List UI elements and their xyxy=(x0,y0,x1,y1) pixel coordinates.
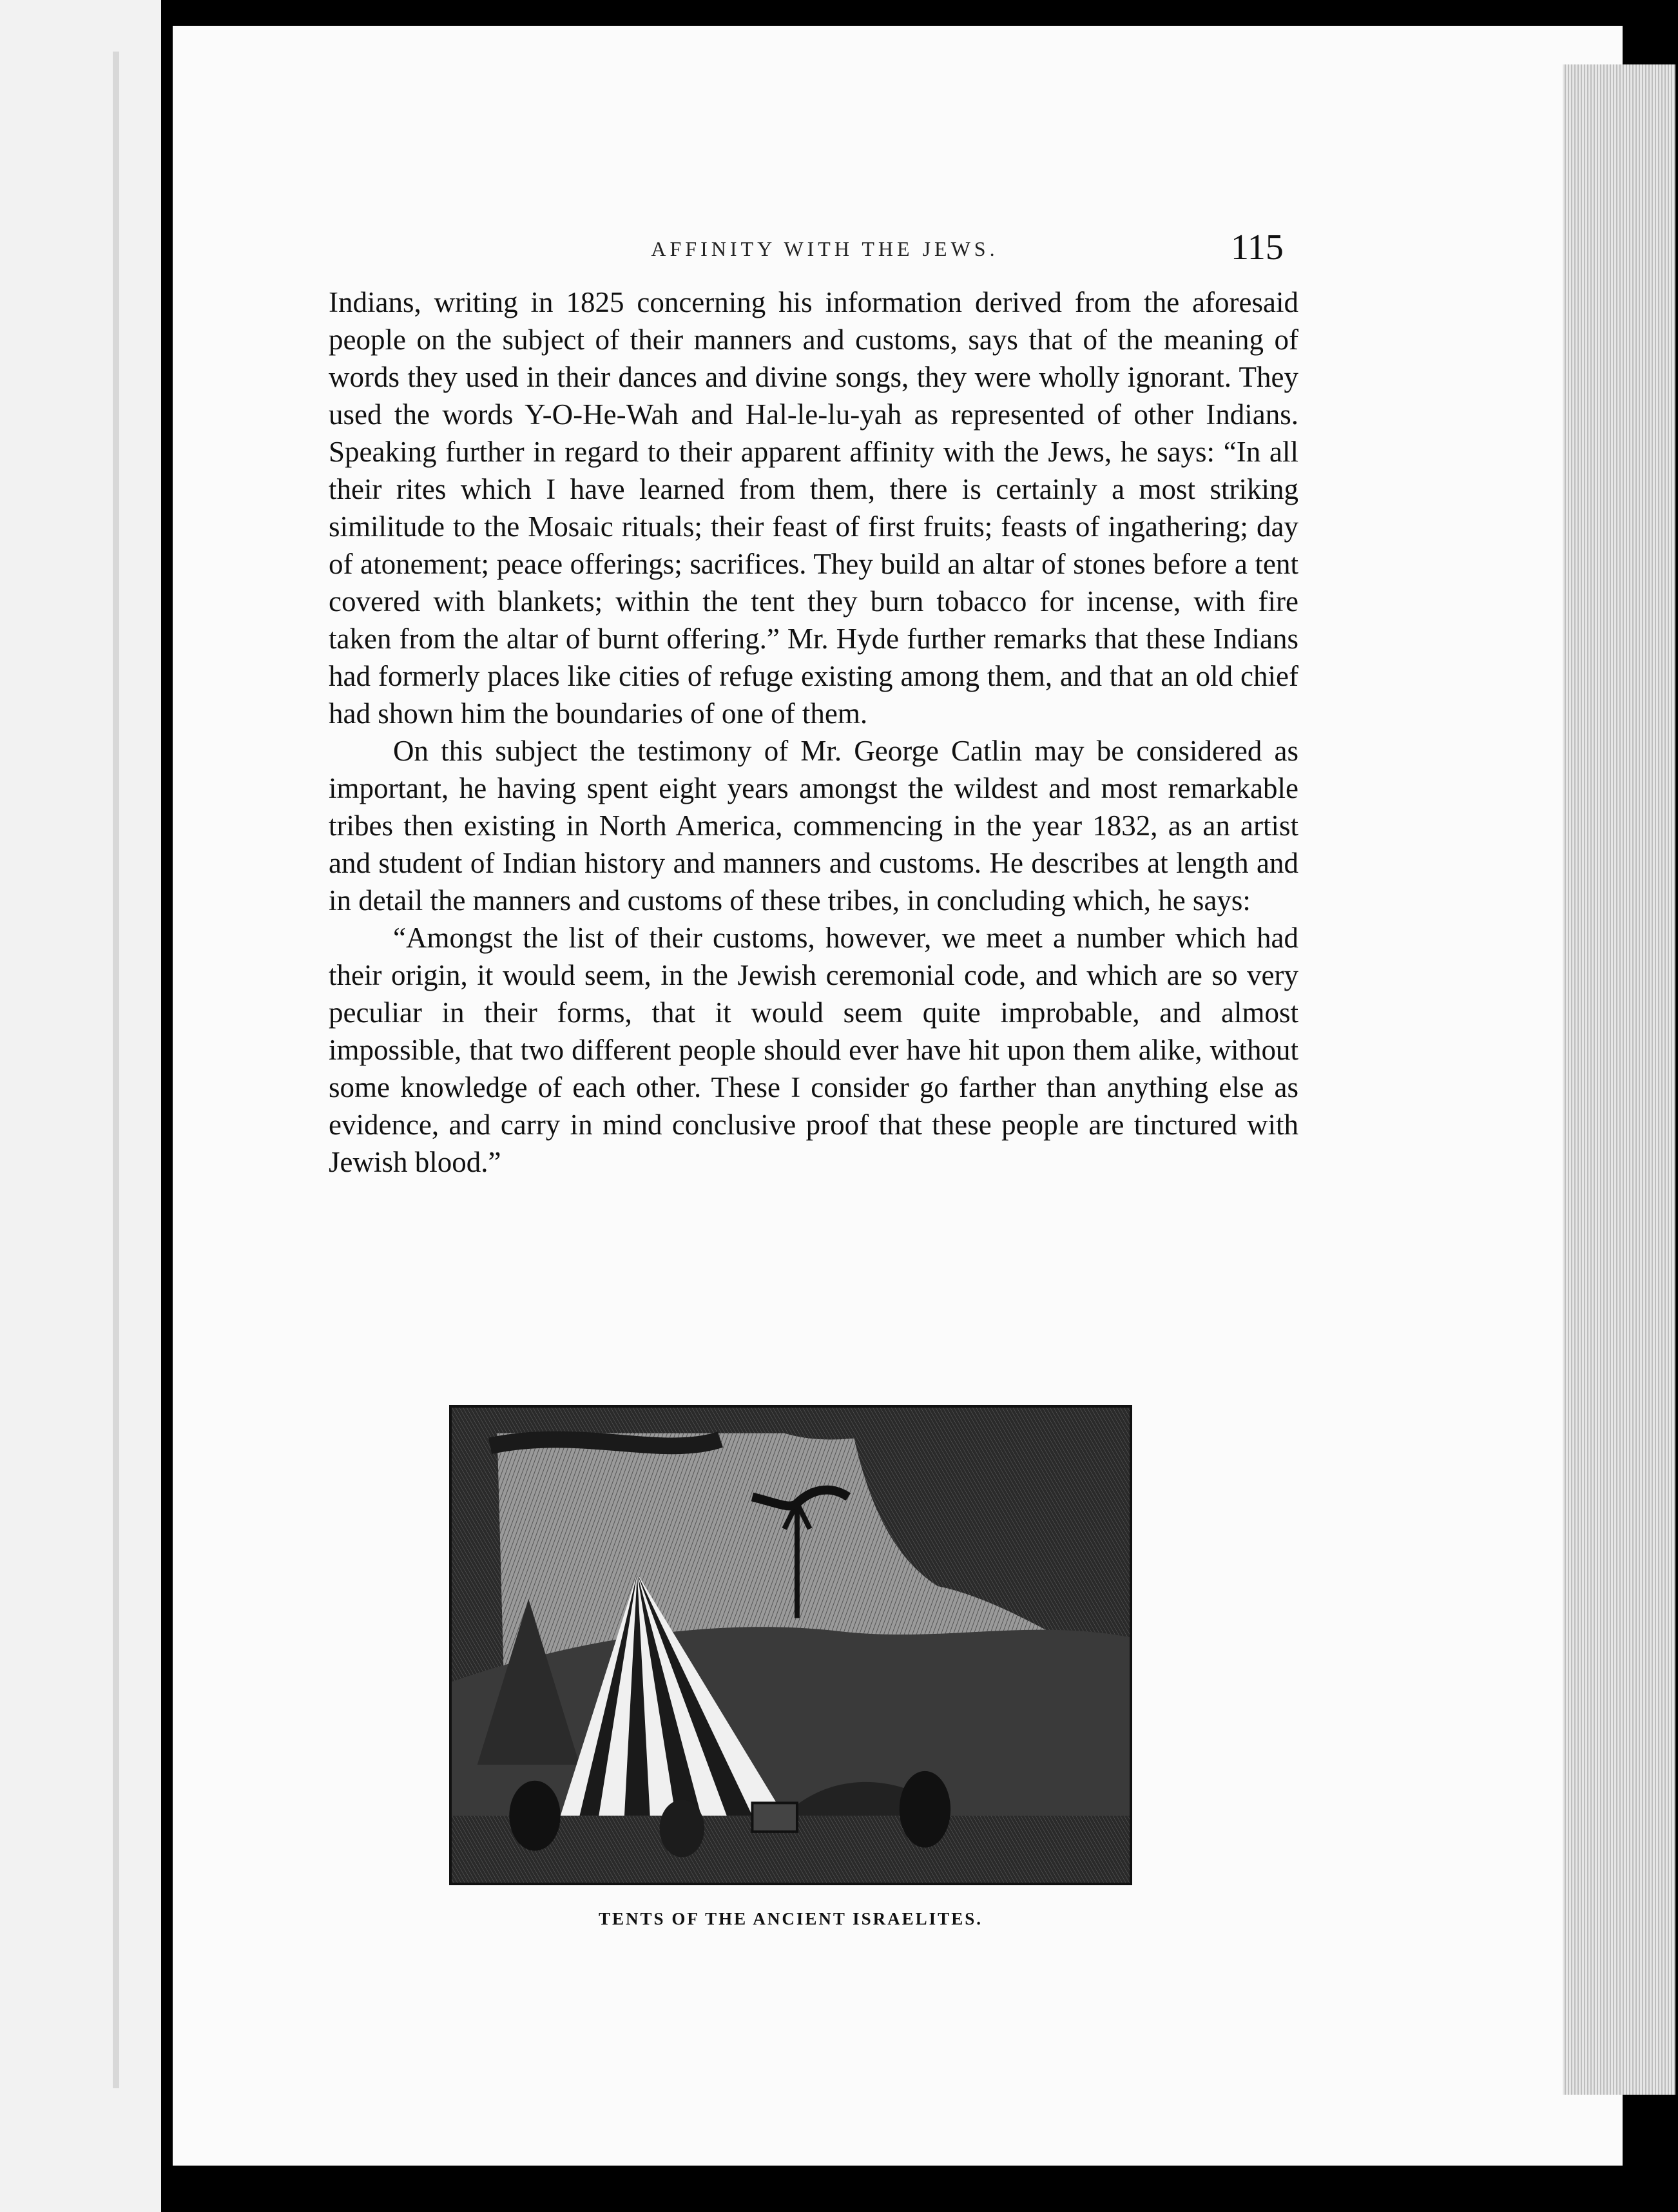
baggage xyxy=(752,1803,796,1832)
paragraph-3: “Amongst the list of their customs, however, we meet a number which had their origin, it would seem, in the Jewish ceremonial code, and which are so very peculiar in their forms, that it would seem quite improbable, and almost impossible, that two different people should ever have hit upon them alike, without some knowledge of each other. These I consider go farther than anything else as evidence, and carry in mind conclusive proof that these people are tinctured with Jewish blood.” xyxy=(329,922,1298,1178)
paragraph-1: Indians, writing in 1825 concerning his information derived from the aforesaid people on the subject of their manners and customs, says that of the meaning of words they used in their dances and divine songs, they were wholly ignorant. They used the words Y-O-He-Wah and Hal-le-lu-yah as represented of other Indians. Speaking further in regard to their apparent affinity with the Jews, he says: “In all their rites which I have learned from them, there is certainly a most striking similitude to the Mosaic rituals; their feast of first fruits; feasts of ingathering; day of atonement; peace offerings; sacrifices. They build an altar of stones before a tent covered with blankets; within the tent they burn tobacco for incense, with fire taken from the altar of burnt offering.” Mr. Hyde further remarks that these Indians had formerly places like cities of refuge existing among them, and that an old chief had shown him the boundaries of one of them. xyxy=(329,286,1298,730)
branch xyxy=(490,1439,720,1446)
figure-seated-left xyxy=(509,1781,560,1851)
page-stack-edge xyxy=(1563,64,1675,2095)
paragraph-2: On this subject the testimony of Mr. George Catlin may be considered as important, he having spent eight years amongst the wildest and most remarkable tribes then existing in North America, commencing in the year 1832, as an artist and student of Indian history and manners and customs. He describes at length and in detail the manners and customs of these tribes, in concluding which, he says: xyxy=(329,735,1298,917)
figure-seated-right xyxy=(900,1771,950,1848)
facing-page-edge xyxy=(113,52,119,2088)
tents-engraving xyxy=(452,1408,1130,1883)
running-head: AFFINITY WITH THE JEWS. xyxy=(651,237,999,260)
figure-caption: TENTS OF THE ANCIENT ISRAELITES. xyxy=(599,1909,983,1928)
body-text xyxy=(329,284,1298,1181)
facing-page xyxy=(0,0,161,2212)
figure-seated-center xyxy=(660,1800,704,1857)
page-number: 115 xyxy=(1231,228,1284,267)
engraving-illustration xyxy=(449,1405,1132,1885)
